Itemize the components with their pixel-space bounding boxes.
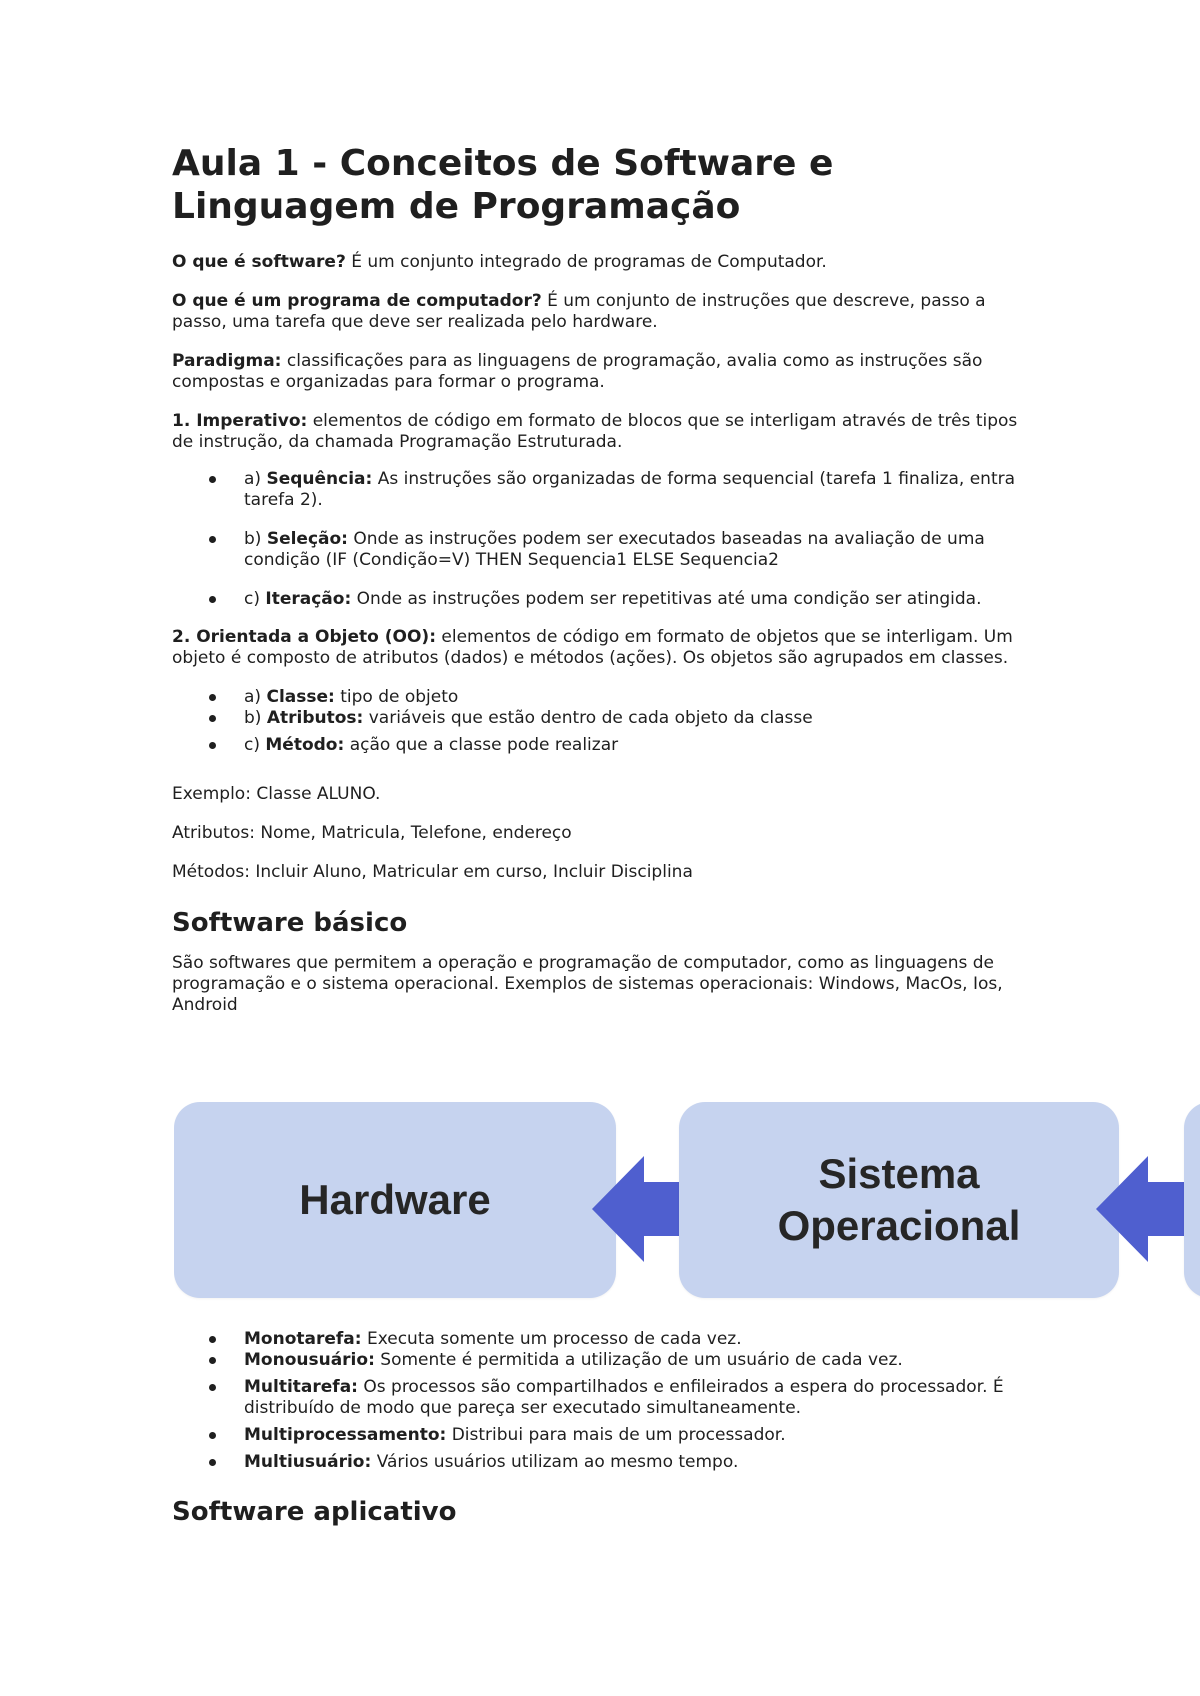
paragraph-paradigma: Paradigma: classificações para as linguagens de programação, avalia como as instruções são compostas e organizadas para formar o programa.: [172, 351, 983, 392]
paragraph-imperativo: 1. Imperativo: elementos de código em formato de blocos que se interligam através de três tipos de instrução, da chamada Programação Estruturada.: [172, 411, 1018, 452]
oo-list: [172, 687, 1032, 756]
list-item-atributos: b) Atributos: variáveis que estão dentro de cada objeto da classe: [172, 708, 1032, 729]
list-item-multitarefa: Multitarefa: Os processos são compartilhados e enfileirados a espera do processador. É distribuído de modo que pareça ser executado simultaneamente.: [172, 1377, 1032, 1419]
paragraph-exemplo: Exemplo: Classe ALUNO.: [172, 784, 381, 804]
list-item-selecao: b) Seleção: Onde as instruções podem ser executados baseadas na avaliação de uma condição (IF (Condição=V) THEN Sequencia1 ELSE Sequencia2: [172, 529, 1032, 571]
list-item-monotarefa: Monotarefa: Executa somente um processo de cada vez.: [172, 1329, 1032, 1350]
list-item-multiusuario: Multiusuário: Vários usuários utilizam ao mesmo tempo.: [172, 1452, 1032, 1473]
paragraph-software-basico: São softwares que permitem a operação e programação de computador, como as linguagens de programação e o sistema operacional. Exemplos de sistemas operacionais: Windows, MacOs, Ios, Android: [172, 953, 1003, 1015]
paragraph-programa: O que é um programa de computador? É um conjunto de instruções que descreve, passo a passo, uma tarefa que deve ser realizada pelo hardware.: [172, 291, 986, 332]
paragraph-oo: 2. Orientada a Objeto (OO): elementos de código em formato de objetos que se interligam. Um objeto é composto de atributos (dados) e métodos (ações). Os objetos são agrupados em classes.: [172, 627, 1013, 668]
document-page: [172, 142, 1032, 1016]
document-page-lower: [172, 1329, 1032, 1528]
list-item-sequencia: a) Sequência: As instruções são organizadas de forma sequencial (tarefa 1 finaliza, entra tarefa 2).: [172, 469, 1032, 511]
list-item-classe: a) Classe: tipo de objeto: [172, 687, 1032, 708]
imperativo-list: [172, 469, 1032, 610]
hardware-box: Hardware: [174, 1102, 616, 1298]
heading-software-aplicativo: Software aplicativo: [172, 1497, 457, 1527]
so-types-list: [172, 1329, 1032, 1473]
paragraph-software: O que é software? É um conjunto integrado de programas de Computador.: [172, 252, 827, 272]
heading-software-basico: Software básico: [172, 908, 408, 938]
page-title: Aula 1 - Conceitos de Software e Linguagem de Programação: [172, 143, 834, 227]
list-item-multiprocessamento: Multiprocessamento: Distribui para mais de um processador.: [172, 1425, 1032, 1446]
list-item-metodo: c) Método: ação que a classe pode realizar: [172, 735, 1032, 756]
partial-box: [1184, 1102, 1200, 1298]
paragraph-metodos: Métodos: Incluir Aluno, Matricular em curso, Incluir Disciplina: [172, 862, 693, 882]
paragraph-atributos: Atributos: Nome, Matricula, Telefone, endereço: [172, 823, 572, 843]
sistema-operacional-box: Sistema Operacional: [679, 1102, 1119, 1298]
os-diagram: [174, 1102, 1200, 1302]
list-item-monousuario: Monousuário: Somente é permitida a utilização de um usuário de cada vez.: [172, 1350, 1032, 1371]
list-item-iteracao: c) Iteração: Onde as instruções podem ser repetitivas até uma condição ser atingida.: [172, 589, 1032, 610]
